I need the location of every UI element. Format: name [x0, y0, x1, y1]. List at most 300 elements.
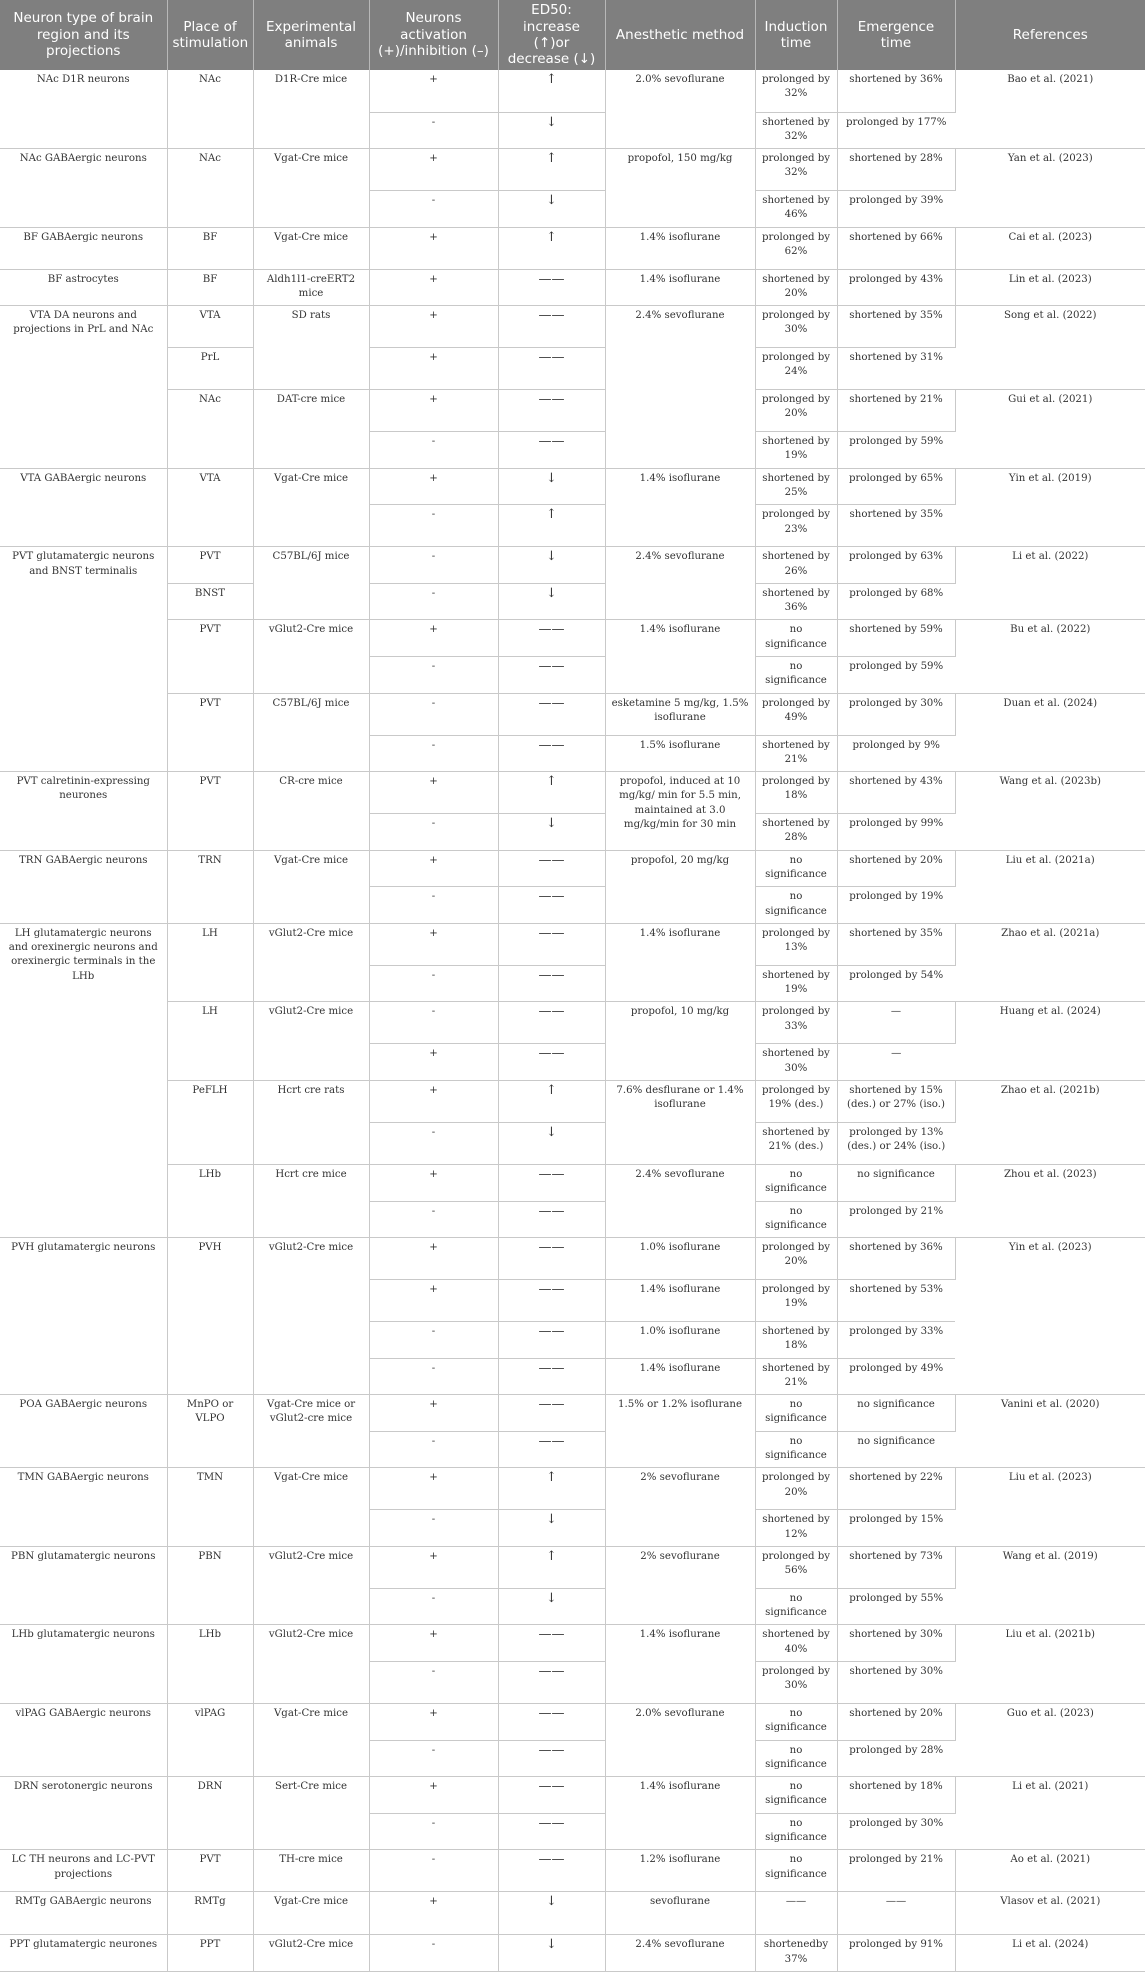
cell-experimental-animals: Vgat-Cre mice or vGlut2-cre mice: [253, 1395, 369, 1468]
cell-emergence-time: shortened by 30%: [837, 1662, 955, 1704]
cell-experimental-animals: vGlut2-Cre mice: [253, 1546, 369, 1625]
cell-induction-time: shortened by 40%: [755, 1625, 837, 1662]
cell-anesthetic-method: 2% sevoflurane: [605, 1468, 755, 1547]
cell-emergence-time: shortened by 36%: [837, 70, 955, 112]
cell-activation: -: [369, 1850, 498, 1892]
cell-anesthetic-method: 2% sevoflurane: [605, 1546, 755, 1625]
cell-emergence-time: prolonged by 39%: [837, 191, 955, 228]
cell-activation: +: [369, 772, 498, 814]
cell-ed50: ——: [498, 1395, 605, 1432]
table-row: [0, 547, 1145, 584]
header-ed50: ED50: increase (↑)or decrease (↓): [498, 0, 605, 70]
cell-experimental-animals: Vgat-Cre mice: [253, 850, 369, 923]
cell-activation: +: [369, 269, 498, 306]
cell-neuron-type: NAc D1R neurons: [0, 70, 167, 149]
cell-induction-time: prolonged by 32%: [755, 70, 837, 112]
cell-emergence-time: prolonged by 91%: [837, 1935, 955, 1972]
cell-emergence-time: prolonged by 30%: [837, 693, 955, 735]
cell-experimental-animals: DAT-cre mice: [253, 390, 369, 469]
cell-anesthetic-method: esketamine 5 mg/kg, 1.5% isoflurane: [605, 693, 755, 735]
cell-induction-time: no significance: [755, 1164, 837, 1201]
cell-ed50: ——: [498, 348, 605, 390]
cell-emergence-time: shortened by 20%: [837, 850, 955, 887]
cell-activation: -: [369, 887, 498, 924]
header-activation-inhibition: Neurons activation (+)/inhibition (–): [369, 0, 498, 70]
cell-anesthetic-method: 7.6% desflurane or 1.4% isoflurane: [605, 1080, 755, 1164]
cell-reference: Duan et al. (2024): [955, 693, 1145, 772]
cell-induction-time: no significance: [755, 657, 837, 694]
cell-emergence-time: shortened by 59%: [837, 620, 955, 657]
cell-activation: +: [369, 1164, 498, 1201]
cell-ed50: ——: [498, 1201, 605, 1238]
cell-induction-time: prolonged by 20%: [755, 1468, 837, 1510]
cell-emergence-time: shortened by 30%: [837, 1625, 955, 1662]
cell-activation: +: [369, 70, 498, 112]
cell-place-of-stimulation: PVT: [167, 620, 253, 693]
table-row: [0, 1935, 1145, 1972]
cell-emergence-time: prolonged by 99%: [837, 814, 955, 851]
cell-place-of-stimulation: NAc: [167, 70, 253, 149]
cell-place-of-stimulation: TRN: [167, 850, 253, 923]
cell-induction-time: no significance: [755, 1740, 837, 1777]
cell-ed50: ↑: [498, 505, 605, 547]
cell-reference: Cai et al. (2023): [955, 227, 1145, 269]
cell-place-of-stimulation: NAc: [167, 390, 253, 469]
cell-place-of-stimulation: PBN: [167, 1546, 253, 1625]
table-row: [0, 620, 1145, 657]
cell-ed50: ——: [498, 850, 605, 887]
cell-ed50: ↑: [498, 1080, 605, 1122]
cell-emergence-time: no significance: [837, 1395, 955, 1432]
cell-place-of-stimulation: PVT: [167, 772, 253, 851]
cell-place-of-stimulation: PVT: [167, 547, 253, 584]
cell-emergence-time: prolonged by 63%: [837, 547, 955, 584]
cell-emergence-time: ——: [837, 1892, 955, 1935]
cell-induction-time: shortened by 21%: [755, 735, 837, 772]
cell-neuron-type: PVH glutamatergic neurons: [0, 1238, 167, 1395]
cell-activation: +: [369, 149, 498, 191]
cell-induction-time: prolonged by 49%: [755, 693, 837, 735]
cell-anesthetic-method: 1.4% isoflurane: [605, 620, 755, 693]
cell-neuron-type: BF astrocytes: [0, 269, 167, 306]
cell-activation: -: [369, 1740, 498, 1777]
cell-activation: -: [369, 1431, 498, 1468]
cell-ed50: ——: [498, 1850, 605, 1892]
cell-emergence-time: shortened by 73%: [837, 1546, 955, 1588]
cell-reference: Zhou et al. (2023): [955, 1164, 1145, 1237]
cell-reference: Yan et al. (2023): [955, 149, 1145, 228]
cell-induction-time: shortened by 21%: [755, 1358, 837, 1395]
cell-emergence-time: prolonged by 49%: [837, 1358, 955, 1395]
cell-ed50: ——: [498, 1280, 605, 1322]
cell-induction-time: no significance: [755, 1777, 837, 1814]
cell-emergence-time: shortened by 35%: [837, 923, 955, 965]
cell-emergence-time: shortened by 36%: [837, 1238, 955, 1280]
cell-activation: -: [369, 657, 498, 694]
cell-induction-time: no significance: [755, 850, 837, 887]
cell-activation: -: [369, 583, 498, 620]
cell-neuron-type: PBN glutamatergic neurons: [0, 1546, 167, 1625]
cell-activation: -: [369, 1662, 498, 1704]
cell-place-of-stimulation: LH: [167, 1002, 253, 1081]
cell-ed50: ——: [498, 390, 605, 432]
table-row: [0, 149, 1145, 191]
cell-neuron-type: PPT glutamatergic neurones: [0, 1935, 167, 1972]
cell-experimental-animals: vGlut2-Cre mice: [253, 1625, 369, 1704]
cell-emergence-time: shortened by 35%: [837, 505, 955, 547]
cell-anesthetic-method: 2.4% sevoflurane: [605, 547, 755, 620]
cell-ed50: ↓: [498, 1935, 605, 1972]
cell-place-of-stimulation: BNST: [167, 583, 253, 620]
cell-reference: Yin et al. (2019): [955, 468, 1145, 547]
cell-experimental-animals: Vgat-Cre mice: [253, 149, 369, 228]
cell-experimental-animals: Vgat-Cre mice: [253, 1704, 369, 1777]
cell-activation: -: [369, 965, 498, 1002]
cell-induction-time: shortened by 19%: [755, 432, 837, 469]
table-row: [0, 923, 1145, 965]
cell-ed50: ↑: [498, 227, 605, 269]
cell-induction-time: shortened by 25%: [755, 468, 837, 505]
cell-activation: +: [369, 1044, 498, 1081]
cell-ed50: ↓: [498, 1510, 605, 1547]
cell-induction-time: prolonged by 20%: [755, 390, 837, 432]
cell-place-of-stimulation: LH: [167, 923, 253, 1002]
cell-activation: +: [369, 468, 498, 505]
cell-ed50: ——: [498, 693, 605, 735]
cell-emergence-time: shortened by 20%: [837, 1704, 955, 1741]
cell-emergence-time: prolonged by 177%: [837, 112, 955, 149]
cell-activation: -: [369, 1322, 498, 1359]
cell-ed50: ↓: [498, 547, 605, 584]
cell-induction-time: no significance: [755, 620, 837, 657]
cell-neuron-type: LHb glutamatergic neurons: [0, 1625, 167, 1704]
cell-induction-time: no significance: [755, 1395, 837, 1432]
cell-emergence-time: prolonged by 15%: [837, 1510, 955, 1547]
cell-reference: Guo et al. (2023): [955, 1704, 1145, 1777]
table-row: [0, 1238, 1145, 1280]
cell-ed50: ↓: [498, 1588, 605, 1625]
cell-experimental-animals: Vgat-Cre mice: [253, 1468, 369, 1547]
table-row: [0, 850, 1145, 887]
table-row: [0, 1395, 1145, 1432]
cell-emergence-time: shortened by 53%: [837, 1280, 955, 1322]
cell-ed50: ↑: [498, 70, 605, 112]
cell-anesthetic-method: 1.5% isoflurane: [605, 735, 755, 772]
cell-reference: Bu et al. (2022): [955, 620, 1145, 693]
cell-experimental-animals: CR-cre mice: [253, 772, 369, 851]
cell-activation: -: [369, 693, 498, 735]
cell-induction-time: shortened by 30%: [755, 1044, 837, 1081]
cell-neuron-type: BF GABAergic neurons: [0, 227, 167, 269]
cell-activation: +: [369, 348, 498, 390]
cell-emergence-time: prolonged by 59%: [837, 432, 955, 469]
cell-place-of-stimulation: RMTg: [167, 1892, 253, 1935]
cell-reference: Vlasov et al. (2021): [955, 1892, 1145, 1935]
cell-activation: +: [369, 1704, 498, 1741]
table-row: [0, 390, 1145, 432]
cell-emergence-time: prolonged by 21%: [837, 1201, 955, 1238]
cell-anesthetic-method: 1.4% isoflurane: [605, 269, 755, 306]
cell-activation: -: [369, 814, 498, 851]
cell-activation: -: [369, 1122, 498, 1164]
cell-place-of-stimulation: PVT: [167, 693, 253, 772]
cell-ed50: ——: [498, 1164, 605, 1201]
cell-activation: -: [369, 1588, 498, 1625]
cell-induction-time: prolonged by 33%: [755, 1002, 837, 1044]
cell-ed50: ↓: [498, 1122, 605, 1164]
cell-induction-time: shortened by 21% (des.): [755, 1122, 837, 1164]
cell-place-of-stimulation: MnPO or VLPO: [167, 1395, 253, 1468]
cell-anesthetic-method: propofol, 10 mg/kg: [605, 1002, 755, 1081]
cell-reference: Liu et al. (2021b): [955, 1625, 1145, 1704]
cell-emergence-time: shortened by 28%: [837, 149, 955, 191]
cell-emergence-time: shortened by 43%: [837, 772, 955, 814]
cell-induction-time: prolonged by 18%: [755, 772, 837, 814]
cell-anesthetic-method: 1.4% isoflurane: [605, 1777, 755, 1850]
cell-reference: Yin et al. (2023): [955, 1238, 1145, 1395]
cell-activation: -: [369, 1813, 498, 1850]
cell-activation: +: [369, 1395, 498, 1432]
cell-emergence-time: shortened by 22%: [837, 1468, 955, 1510]
cell-activation: +: [369, 1625, 498, 1662]
cell-induction-time: prolonged by 56%: [755, 1546, 837, 1588]
table-row: [0, 306, 1145, 348]
table-row: [0, 1546, 1145, 1588]
header-experimental-animals: Experimental animals: [253, 0, 369, 70]
cell-activation: -: [369, 735, 498, 772]
cell-reference: Li et al. (2022): [955, 547, 1145, 620]
cell-activation: +: [369, 1280, 498, 1322]
cell-neuron-type: NAc GABAergic neurons: [0, 149, 167, 228]
cell-place-of-stimulation: vlPAG: [167, 1704, 253, 1777]
cell-ed50: ——: [498, 1704, 605, 1741]
cell-anesthetic-method: propofol, 20 mg/kg: [605, 850, 755, 923]
cell-place-of-stimulation: VTA: [167, 306, 253, 348]
header-references: References: [955, 0, 1145, 70]
cell-reference: Li et al. (2021): [955, 1777, 1145, 1850]
header-row: [0, 0, 1145, 70]
cell-ed50: ——: [498, 1662, 605, 1704]
cell-place-of-stimulation: NAc: [167, 149, 253, 228]
cell-induction-time: shortened by 26%: [755, 547, 837, 584]
cell-anesthetic-method: 2.0% sevoflurane: [605, 70, 755, 149]
cell-experimental-animals: C57BL/6J mice: [253, 547, 369, 620]
cell-place-of-stimulation: DRN: [167, 1777, 253, 1850]
cell-emergence-time: shortened by 66%: [837, 227, 955, 269]
cell-ed50: ——: [498, 1813, 605, 1850]
cell-activation: +: [369, 390, 498, 432]
cell-emergence-time: shortened by 21%: [837, 390, 955, 432]
cell-anesthetic-method: 1.4% isoflurane: [605, 468, 755, 547]
cell-induction-time: no significance: [755, 887, 837, 924]
table-row: [0, 468, 1145, 505]
cell-induction-time: ——: [755, 1892, 837, 1935]
cell-experimental-animals: vGlut2-Cre mice: [253, 923, 369, 1002]
cell-reference: Wang et al. (2019): [955, 1546, 1145, 1625]
table-row: [0, 1777, 1145, 1814]
cell-neuron-type: RMTg GABAergic neurons: [0, 1892, 167, 1935]
cell-activation: +: [369, 1080, 498, 1122]
cell-ed50: ——: [498, 735, 605, 772]
cell-place-of-stimulation: VTA: [167, 468, 253, 547]
table-row: [0, 269, 1145, 306]
cell-reference: Zhao et al. (2021b): [955, 1080, 1145, 1164]
cell-ed50: ——: [498, 620, 605, 657]
cell-emergence-time: no significance: [837, 1431, 955, 1468]
cell-induction-time: shortenedby 37%: [755, 1935, 837, 1972]
cell-emergence-time: no significance: [837, 1164, 955, 1201]
cell-activation: +: [369, 306, 498, 348]
cell-ed50: ——: [498, 1777, 605, 1814]
cell-reference: Song et al. (2022): [955, 306, 1145, 390]
cell-reference: Wang et al. (2023b): [955, 772, 1145, 851]
cell-emergence-time: prolonged by 9%: [837, 735, 955, 772]
cell-induction-time: prolonged by 32%: [755, 149, 837, 191]
cell-activation: +: [369, 227, 498, 269]
cell-ed50: ↑: [498, 1468, 605, 1510]
table-row: [0, 1850, 1145, 1892]
cell-activation: +: [369, 1892, 498, 1935]
cell-neuron-type: POA GABAergic neurons: [0, 1395, 167, 1468]
table-row: [0, 1002, 1145, 1044]
cell-anesthetic-method: 2.0% sevoflurane: [605, 1704, 755, 1777]
cell-reference: Lin et al. (2023): [955, 269, 1145, 306]
cell-anesthetic-method: 1.5% or 1.2% isoflurane: [605, 1395, 755, 1468]
cell-ed50: ↑: [498, 149, 605, 191]
cell-activation: -: [369, 547, 498, 584]
cell-anesthetic-method: 1.4% isoflurane: [605, 1280, 755, 1322]
cell-reference: Huang et al. (2024): [955, 1002, 1145, 1081]
cell-anesthetic-method: 1.2% isoflurane: [605, 1850, 755, 1892]
cell-emergence-time: shortened by 35%: [837, 306, 955, 348]
cell-emergence-time: prolonged by 28%: [837, 1740, 955, 1777]
cell-reference: Ao et al. (2021): [955, 1850, 1145, 1892]
cell-activation: -: [369, 191, 498, 228]
cell-induction-time: no significance: [755, 1813, 837, 1850]
header-emergence-time: Emergence time: [837, 0, 955, 70]
cell-ed50: ——: [498, 965, 605, 1002]
cell-place-of-stimulation: PeFLH: [167, 1080, 253, 1164]
cell-place-of-stimulation: PVH: [167, 1238, 253, 1395]
cell-activation: -: [369, 505, 498, 547]
cell-ed50: ——: [498, 1358, 605, 1395]
table-row: [0, 1080, 1145, 1122]
cell-anesthetic-method: 1.0% isoflurane: [605, 1322, 755, 1359]
cell-emergence-time: —: [837, 1002, 955, 1044]
cell-activation: +: [369, 1777, 498, 1814]
cell-experimental-animals: vGlut2-Cre mice: [253, 1935, 369, 1972]
cell-experimental-animals: Hcrt cre mice: [253, 1164, 369, 1237]
cell-place-of-stimulation: LHb: [167, 1625, 253, 1704]
cell-activation: +: [369, 850, 498, 887]
cell-emergence-time: prolonged by 21%: [837, 1850, 955, 1892]
cell-experimental-animals: vGlut2-Cre mice: [253, 1238, 369, 1395]
cell-activation: -: [369, 1358, 498, 1395]
cell-emergence-time: shortened by 15% (des.) or 27% (iso.): [837, 1080, 955, 1122]
cell-emergence-time: prolonged by 30%: [837, 1813, 955, 1850]
cell-ed50: ——: [498, 432, 605, 469]
cell-anesthetic-method: propofol, 150 mg/kg: [605, 149, 755, 228]
cell-emergence-time: prolonged by 59%: [837, 657, 955, 694]
cell-ed50: ↓: [498, 191, 605, 228]
cell-activation: +: [369, 1468, 498, 1510]
cell-ed50: ↓: [498, 1892, 605, 1935]
cell-activation: +: [369, 1238, 498, 1280]
cell-experimental-animals: vGlut2-Cre mice: [253, 1002, 369, 1081]
cell-anesthetic-method: 1.4% isoflurane: [605, 1358, 755, 1395]
cell-place-of-stimulation: PrL: [167, 348, 253, 390]
header-place-of-stimulation: Place of stimulation: [167, 0, 253, 70]
cell-induction-time: shortened by 46%: [755, 191, 837, 228]
table-row: [0, 1625, 1145, 1662]
cell-ed50: ↓: [498, 468, 605, 505]
table-row: [0, 1704, 1145, 1741]
cell-experimental-animals: D1R-Cre mice: [253, 70, 369, 149]
cell-emergence-time: prolonged by 68%: [837, 583, 955, 620]
cell-reference: Liu et al. (2021a): [955, 850, 1145, 923]
cell-induction-time: shortened by 12%: [755, 1510, 837, 1547]
cell-experimental-animals: Vgat-Cre mice: [253, 227, 369, 269]
cell-induction-time: prolonged by 20%: [755, 1238, 837, 1280]
header-neuron-type: Neuron type of brain region and its projections: [0, 0, 167, 70]
cell-emergence-time: prolonged by 33%: [837, 1322, 955, 1359]
cell-induction-time: prolonged by 30%: [755, 1662, 837, 1704]
cell-induction-time: shortened by 32%: [755, 112, 837, 149]
cell-ed50: ↓: [498, 814, 605, 851]
header-anesthetic-method: Anesthetic method: [605, 0, 755, 70]
cell-induction-time: prolonged by 19%: [755, 1280, 837, 1322]
cell-induction-time: no significance: [755, 1431, 837, 1468]
cell-anesthetic-method: propofol, induced at 10 mg/kg/ min for 5.5 min, maintained at 3.0 mg/kg/min for 30 min: [605, 772, 755, 851]
cell-neuron-type: TMN GABAergic neurons: [0, 1468, 167, 1547]
cell-ed50: ——: [498, 1740, 605, 1777]
cell-activation: -: [369, 1201, 498, 1238]
cell-reference: Zhao et al. (2021a): [955, 923, 1145, 1002]
cell-induction-time: prolonged by 23%: [755, 505, 837, 547]
cell-ed50: ——: [498, 657, 605, 694]
cell-induction-time: shortened by 28%: [755, 814, 837, 851]
cell-activation: +: [369, 1546, 498, 1588]
cell-ed50: ——: [498, 923, 605, 965]
cell-reference: Vanini et al. (2020): [955, 1395, 1145, 1468]
cell-place-of-stimulation: PVT: [167, 1850, 253, 1892]
cell-activation: -: [369, 1935, 498, 1972]
cell-ed50: ↓: [498, 583, 605, 620]
cell-emergence-time: shortened by 31%: [837, 348, 955, 390]
cell-induction-time: shortened by 18%: [755, 1322, 837, 1359]
cell-activation: +: [369, 923, 498, 965]
cell-reference: Bao et al. (2021): [955, 70, 1145, 149]
cell-induction-time: shortened by 19%: [755, 965, 837, 1002]
cell-reference: Liu et al. (2023): [955, 1468, 1145, 1547]
cell-anesthetic-method: 1.4% isoflurane: [605, 227, 755, 269]
cell-anesthetic-method: 1.4% isoflurane: [605, 1625, 755, 1704]
cell-emergence-time: prolonged by 55%: [837, 1588, 955, 1625]
cell-experimental-animals: TH-cre mice: [253, 1850, 369, 1892]
cell-experimental-animals: Sert-Cre mice: [253, 1777, 369, 1850]
cell-anesthetic-method: sevoflurane: [605, 1892, 755, 1935]
cell-experimental-animals: vGlut2-Cre mice: [253, 620, 369, 693]
cell-activation: -: [369, 432, 498, 469]
cell-induction-time: prolonged by 30%: [755, 306, 837, 348]
cell-ed50: ——: [498, 269, 605, 306]
cell-ed50: ——: [498, 1322, 605, 1359]
cell-ed50: ——: [498, 1002, 605, 1044]
table-row: [0, 70, 1145, 112]
cell-neuron-type: LC TH neurons and LC-PVT projections: [0, 1850, 167, 1892]
cell-activation: -: [369, 112, 498, 149]
cell-activation: +: [369, 620, 498, 657]
